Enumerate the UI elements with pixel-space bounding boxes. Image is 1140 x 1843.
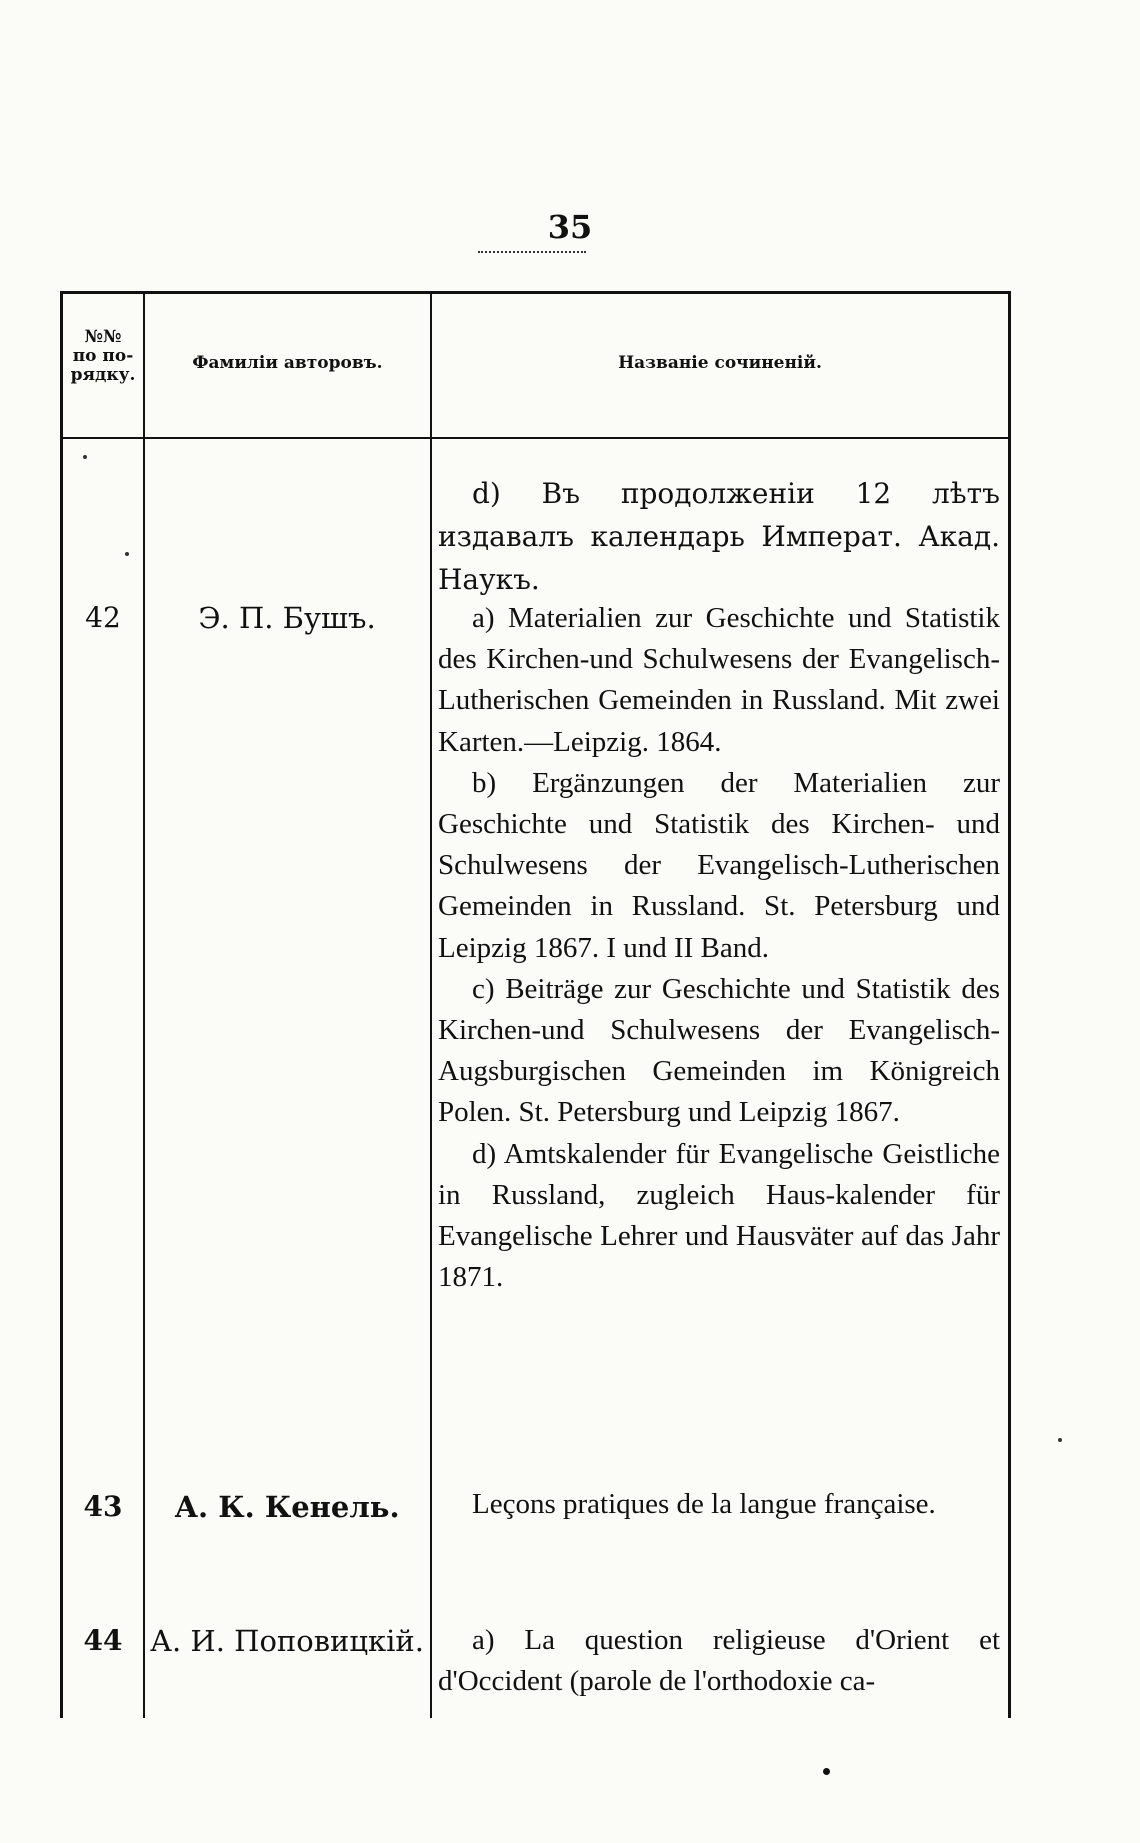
print-speck <box>823 1768 830 1775</box>
work-entry: d) Amtskalender für Evangelische Geistliche in Russland, zugleich Haus-kalender für Evangelische Lehrer und Hausväter auf das Jahr 1871. <box>438 1137 1000 1294</box>
print-speck <box>1058 1438 1062 1442</box>
header-number-line: рядку. <box>70 365 136 385</box>
print-speck <box>125 552 129 556</box>
row-works <box>438 598 1000 1298</box>
row-works <box>438 1484 1000 1525</box>
row-author: Э. П. Бушъ. <box>198 601 376 635</box>
work-entry: a) Materialien zur Geschichte und Statistik des Kirchen-und Schulwesens der Evangelisch-Lutherischen Gemeinden in Russland. Mit zwei Karten.—Leipzig. 1864. <box>438 602 1000 758</box>
header-number-line: по по- <box>72 346 134 366</box>
row-works <box>438 1620 1000 1702</box>
print-speck <box>83 455 87 459</box>
row-author: А. К. Кенель. <box>174 1490 400 1524</box>
work-entry: Leçons pratiques de la langue française. <box>472 1488 936 1520</box>
table-top-rule <box>62 291 1010 294</box>
page-number-rule <box>478 251 586 253</box>
continuation-works <box>438 472 1000 601</box>
header-number <box>62 328 144 385</box>
header-number-line: №№ <box>84 327 122 347</box>
header-works: Названіе сочиненій. <box>618 353 822 373</box>
work-entry: b) Ergänzungen der Materialien zur Geschichte und Statistik des Kirchen- und Schulwesens der Evangelisch-Lutherischen Gemeinden in Russland. St. Petersburg und Leipzig 1867. I und II Band. <box>438 766 1000 964</box>
row-author: А. И. Поповицкій. <box>150 1624 424 1658</box>
table-right-rule <box>1008 291 1011 1718</box>
work-entry: a) La question religieuse d'Orient et d'Occident (parole de l'orthodoxie ca- <box>438 1624 1000 1698</box>
page-number: 35 <box>547 208 593 246</box>
header-bottom-rule <box>62 437 1010 439</box>
header-authors: Фамиліи авторовъ. <box>192 353 383 373</box>
work-entry: d) Въ продолженіи 12 лѣтъ издавалъ календарь Императ. Акад. Наукъ. <box>438 477 1000 596</box>
row-number: 42 <box>85 601 121 634</box>
row-number: 43 <box>83 1490 123 1523</box>
row-number: 44 <box>83 1624 123 1657</box>
column-rule-author <box>430 291 432 1718</box>
work-entry: c) Beiträge zur Geschichte und Statistik des Kirchen-und Schulwesens der Evangelisch-Augsburgischen Gemeinden im Königreich Polen. St. Petersburg und Leipzig 1867. <box>438 972 1000 1129</box>
